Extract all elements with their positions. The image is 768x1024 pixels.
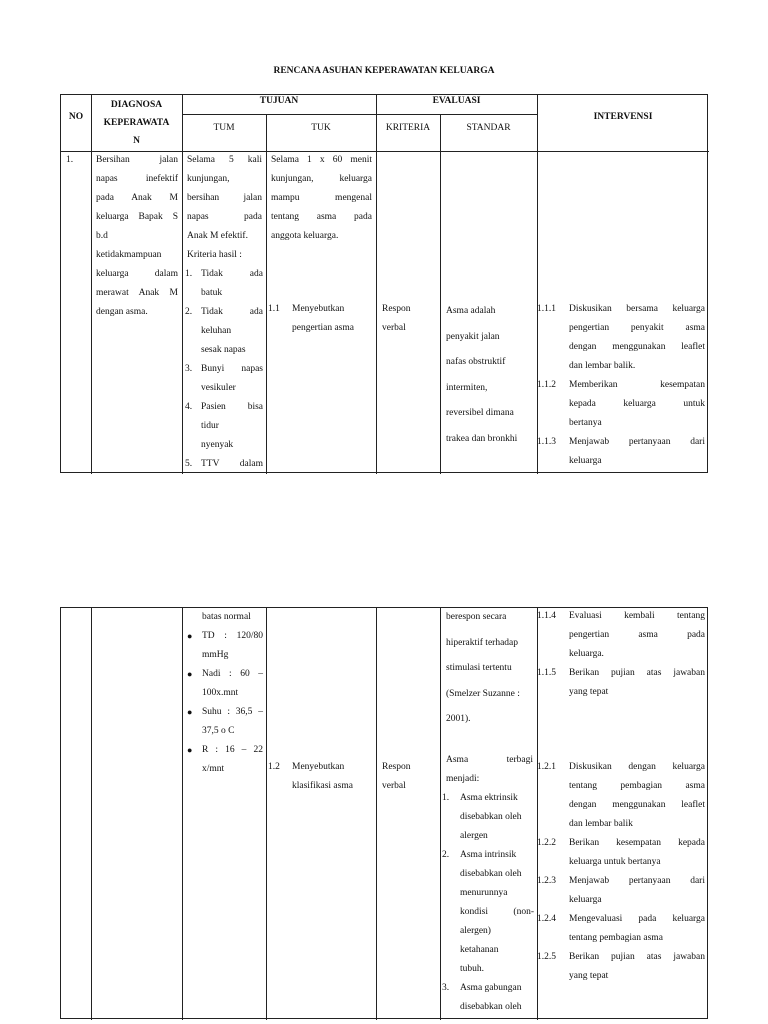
tuk-item	[268, 758, 374, 796]
intervensi-line: Mengevaluasi pada keluarga	[569, 914, 705, 924]
standar-list-line: kondisi (non-	[460, 907, 534, 917]
tum-criteria-line: nyenyak	[201, 440, 234, 450]
tuk-line: kunjungan, keluarga	[271, 174, 372, 184]
intervensi-line: tentang pembagian asma	[569, 781, 705, 791]
standar-classification	[446, 751, 533, 789]
tum-criteria-number: 5.	[185, 459, 193, 469]
bullet-icon: ●	[187, 669, 193, 679]
tum-text	[187, 151, 262, 265]
intervensi-list	[537, 300, 705, 471]
standar-line: 2001).	[446, 714, 471, 724]
standar-line: reversibel dimana	[446, 408, 514, 418]
vital-sign-line: 100x.mnt	[202, 688, 239, 698]
intervensi-line: dan lembar balik.	[569, 361, 636, 371]
row-number: 1.	[66, 155, 74, 165]
intervensi-line: pengertian penyakit asma	[569, 323, 705, 333]
tuk-item-line: pengertian asma	[292, 323, 354, 333]
standar-list-line: alergen	[460, 831, 488, 841]
standar-list-item	[442, 846, 534, 979]
vital-sign-item	[185, 665, 263, 703]
intervensi-item	[537, 834, 705, 872]
tum-criteria-line: keluhan	[201, 326, 232, 336]
intervensi-number: 1.2.2	[537, 838, 556, 848]
header-tum: TUM	[213, 123, 235, 133]
standar-line: (Smelzer Suzanne :	[446, 688, 520, 699]
intervensi-number: 1.2.1	[537, 762, 556, 772]
vital-sign-item	[185, 741, 263, 779]
tum-criteria-list	[185, 265, 263, 474]
tum-criteria-item	[185, 398, 263, 455]
intervensi-list-classification	[537, 758, 705, 986]
kriteria-line: Respon	[382, 762, 411, 772]
intervensi-line: yang tepat	[569, 687, 609, 697]
standar-line: Asma adalah	[446, 306, 496, 316]
header-no: NO	[68, 112, 84, 122]
intervensi-line: yang tepat	[569, 971, 609, 981]
standar-list-line: ketahanan	[460, 945, 499, 955]
standar-list-item	[442, 789, 534, 846]
diagnosa-line: keluarga Bapak S	[96, 212, 178, 222]
intervensi-item	[537, 376, 705, 433]
tuk-item-number: 1.2	[268, 762, 280, 772]
diagnosa-line: keluarga dalam	[96, 269, 178, 279]
intervensi-line: bertanya	[569, 418, 602, 428]
document-title: RENCANA ASUHAN KEPERAWATAN KELUARGA	[273, 66, 495, 76]
header-diagnosa-line: N	[133, 136, 140, 146]
standar-continued	[446, 605, 536, 733]
vital-sign-line: TD : 120/80	[202, 631, 263, 641]
standar-list-line: Asma ektrinsik	[460, 793, 518, 803]
intervensi-line: Menjawab pertanyaan dari	[569, 437, 705, 447]
bullet-icon: ●	[187, 631, 193, 641]
tuk-item-number: 1.1	[268, 304, 280, 314]
tuk-item-line: Menyebutkan	[292, 304, 345, 314]
header-standar: STANDAR	[466, 123, 511, 133]
tum-criteria-line: batuk	[201, 288, 223, 298]
intervensi-line: Diskusikan bersama keluarga	[569, 304, 705, 314]
kriteria-text	[382, 758, 411, 796]
bullet-icon: ●	[187, 707, 193, 717]
intervensi-number: 1.2.4	[537, 914, 556, 924]
vital-sign-line: x/mnt	[202, 764, 225, 774]
standar-line: menjadi:	[446, 774, 480, 784]
tuk-line: tentang asma pada	[271, 212, 372, 222]
tuk-intro	[271, 151, 372, 246]
tum-criteria-line: sesak napas	[201, 345, 246, 355]
header-tujuan: TUJUAN	[259, 96, 299, 106]
tum-criteria-line: Tidak ada	[201, 269, 263, 279]
intervensi-number: 1.1.3	[537, 437, 556, 447]
vital-sign-line: R : 16 – 22	[202, 745, 263, 755]
intervensi-list-continued	[537, 607, 705, 702]
tum-criteria-line: Pasien bisa	[201, 402, 263, 412]
tum-line: napas pada	[187, 212, 262, 222]
intervensi-number: 1.2.3	[537, 876, 556, 886]
intervensi-line: pengertian asma pada	[569, 630, 705, 640]
diagnosa-text	[96, 151, 178, 322]
standar-line: stimulasi tertentu	[446, 663, 512, 673]
tum-criteria-line: TTV dalam	[201, 459, 263, 469]
standar-list-item	[442, 979, 534, 1017]
intervensi-line: keluarga	[569, 456, 602, 466]
standar-line: hiperaktif terhadap	[446, 637, 519, 648]
intervensi-line: keluarga.	[569, 649, 604, 659]
tum-criteria-number: 2.	[185, 307, 193, 317]
standar-list-line: Asma gabungan	[460, 983, 522, 993]
standar-list-line: alergen)	[460, 926, 491, 936]
standar-line: intermiten,	[446, 382, 488, 393]
standar-classification-list	[442, 789, 534, 1017]
tuk-item	[268, 300, 374, 338]
intervensi-line: tentang pembagian asma	[569, 933, 663, 943]
vital-sign-line: 37,5 o C	[202, 726, 235, 736]
standar-list-line: disebabkan oleh	[460, 1002, 522, 1012]
standar-line: Asma terbagi	[446, 755, 533, 765]
header-diagnosa-line: KEPERAWATA	[103, 118, 170, 128]
tum-criteria-item	[185, 303, 263, 360]
tuk-line: Selama 1 x 60 menit	[271, 155, 372, 165]
standar-list-line: tubuh.	[460, 964, 485, 974]
intervensi-item	[537, 872, 705, 910]
standar-list-line: disebabkan oleh	[460, 812, 522, 822]
standar-line: nafas obstruktif	[446, 357, 506, 367]
header-intervensi: INTERVENSI	[593, 112, 653, 122]
diagnosa-line: ketidakmampuan	[96, 250, 162, 260]
header-diagnosa-line: DIAGNOSA	[110, 100, 163, 110]
tum-line: batas normal	[202, 612, 251, 622]
intervensi-item	[537, 910, 705, 948]
intervensi-item	[537, 758, 705, 834]
intervensi-line: keluarga untuk bertanya	[569, 857, 661, 867]
tum-criteria-number: 1.	[185, 269, 193, 279]
tuk-line: anggota keluarga.	[271, 231, 339, 241]
header-diagnosa	[91, 96, 182, 150]
standar-line: berespon secara	[446, 612, 507, 622]
tum-criteria-item	[185, 265, 263, 303]
care-plan-table-1	[60, 94, 708, 473]
tuk-line: mampu mengenal	[271, 193, 372, 203]
tum-criteria-item	[185, 455, 263, 474]
intervensi-line: kepada keluarga untuk	[569, 399, 705, 409]
tum-line: bersihan jalan	[187, 193, 262, 203]
header-evaluasi: EVALUASI	[432, 96, 481, 106]
standar-list-number: 3.	[442, 983, 450, 993]
vital-sign-line: Suhu : 36,5 –	[202, 707, 263, 717]
tum-criteria-number: 3.	[185, 364, 193, 374]
vital-sign-line: Nadi : 60 –	[202, 669, 263, 679]
intervensi-line: Diskusikan dengan keluarga	[569, 762, 705, 772]
tum-line: Kriteria hasil :	[187, 250, 242, 260]
vital-sign-line: mmHg	[202, 650, 229, 660]
diagnosa-line: dengan asma.	[96, 307, 148, 317]
header-kriteria: KRITERIA	[385, 123, 431, 133]
diagnosa-line: merawat Anak M	[96, 288, 178, 298]
intervensi-line: keluarga	[569, 895, 602, 905]
diagnosa-line: Bersihan jalan	[96, 155, 178, 165]
intervensi-line: Evaluasi kembali tentang	[569, 611, 705, 621]
intervensi-number: 1.1.4	[537, 611, 556, 621]
diagnosa-line: pada Anak M	[96, 193, 178, 203]
diagnosa-line: napas inefektif	[96, 174, 178, 184]
tum-criteria-line: tidur	[201, 421, 219, 431]
intervensi-line: dengan menggunakan leaflet	[569, 342, 705, 352]
tum-line: kunjungan,	[187, 174, 230, 184]
standar-text	[446, 299, 536, 452]
standar-line: penyakit jalan	[446, 331, 500, 342]
intervensi-number: 1.1.1	[537, 304, 556, 314]
intervensi-item	[537, 948, 705, 986]
intervensi-line: dengan menggunakan leaflet	[569, 800, 705, 810]
header-tuk: TUK	[311, 123, 331, 133]
standar-list-line: Asma intrinsik	[460, 850, 517, 860]
standar-list-number: 2.	[442, 850, 450, 860]
tum-continued	[202, 608, 251, 627]
intervensi-line: Berikan pujian atas jawaban	[569, 668, 705, 678]
kriteria-text	[382, 300, 411, 338]
tum-criteria-line: Bunyi napas	[201, 364, 263, 374]
tum-line: Selama 5 kali	[187, 155, 262, 165]
intervensi-line: Berikan pujian atas jawaban	[569, 952, 705, 962]
intervensi-number: 1.2.5	[537, 952, 556, 962]
tum-criteria-line: vesikuler	[201, 383, 236, 393]
standar-list-line: menurunnya	[460, 888, 508, 898]
standar-list-number: 1.	[442, 793, 450, 803]
intervensi-line: Menjawab pertanyaan dari	[569, 876, 705, 886]
standar-line: trakea dan bronkhi	[446, 433, 518, 444]
diagnosa-line: b.d	[96, 231, 108, 241]
tum-criteria-item	[185, 360, 263, 398]
tuk-item-line: klasifikasi asma	[292, 781, 353, 791]
tum-line: Anak M efektif.	[187, 231, 248, 241]
bullet-icon: ●	[187, 745, 193, 755]
intervensi-line: Memberikan kesempatan	[569, 380, 705, 390]
intervensi-line: dan lembar balik	[569, 819, 633, 829]
kriteria-line: verbal	[382, 323, 406, 333]
intervensi-line: Berikan kesempatan kepada	[569, 838, 705, 848]
care-plan-table-2	[60, 607, 708, 1019]
vital-sign-item	[185, 627, 263, 665]
kriteria-line: Respon	[382, 304, 411, 314]
tum-criteria-line: Tidak ada	[201, 307, 263, 317]
standar-list-line: disebabkan oleh	[460, 869, 522, 879]
intervensi-item	[537, 300, 705, 376]
intervensi-number: 1.1.2	[537, 380, 556, 390]
tuk-item-line: Menyebutkan	[292, 762, 345, 772]
intervensi-item	[537, 607, 705, 664]
vital-sign-item	[185, 703, 263, 741]
intervensi-item	[537, 433, 705, 471]
tum-vital-signs-list	[185, 627, 263, 779]
intervensi-item	[537, 664, 705, 702]
tum-criteria-number: 4.	[185, 402, 193, 412]
kriteria-line: verbal	[382, 781, 406, 791]
intervensi-number: 1.1.5	[537, 668, 556, 678]
